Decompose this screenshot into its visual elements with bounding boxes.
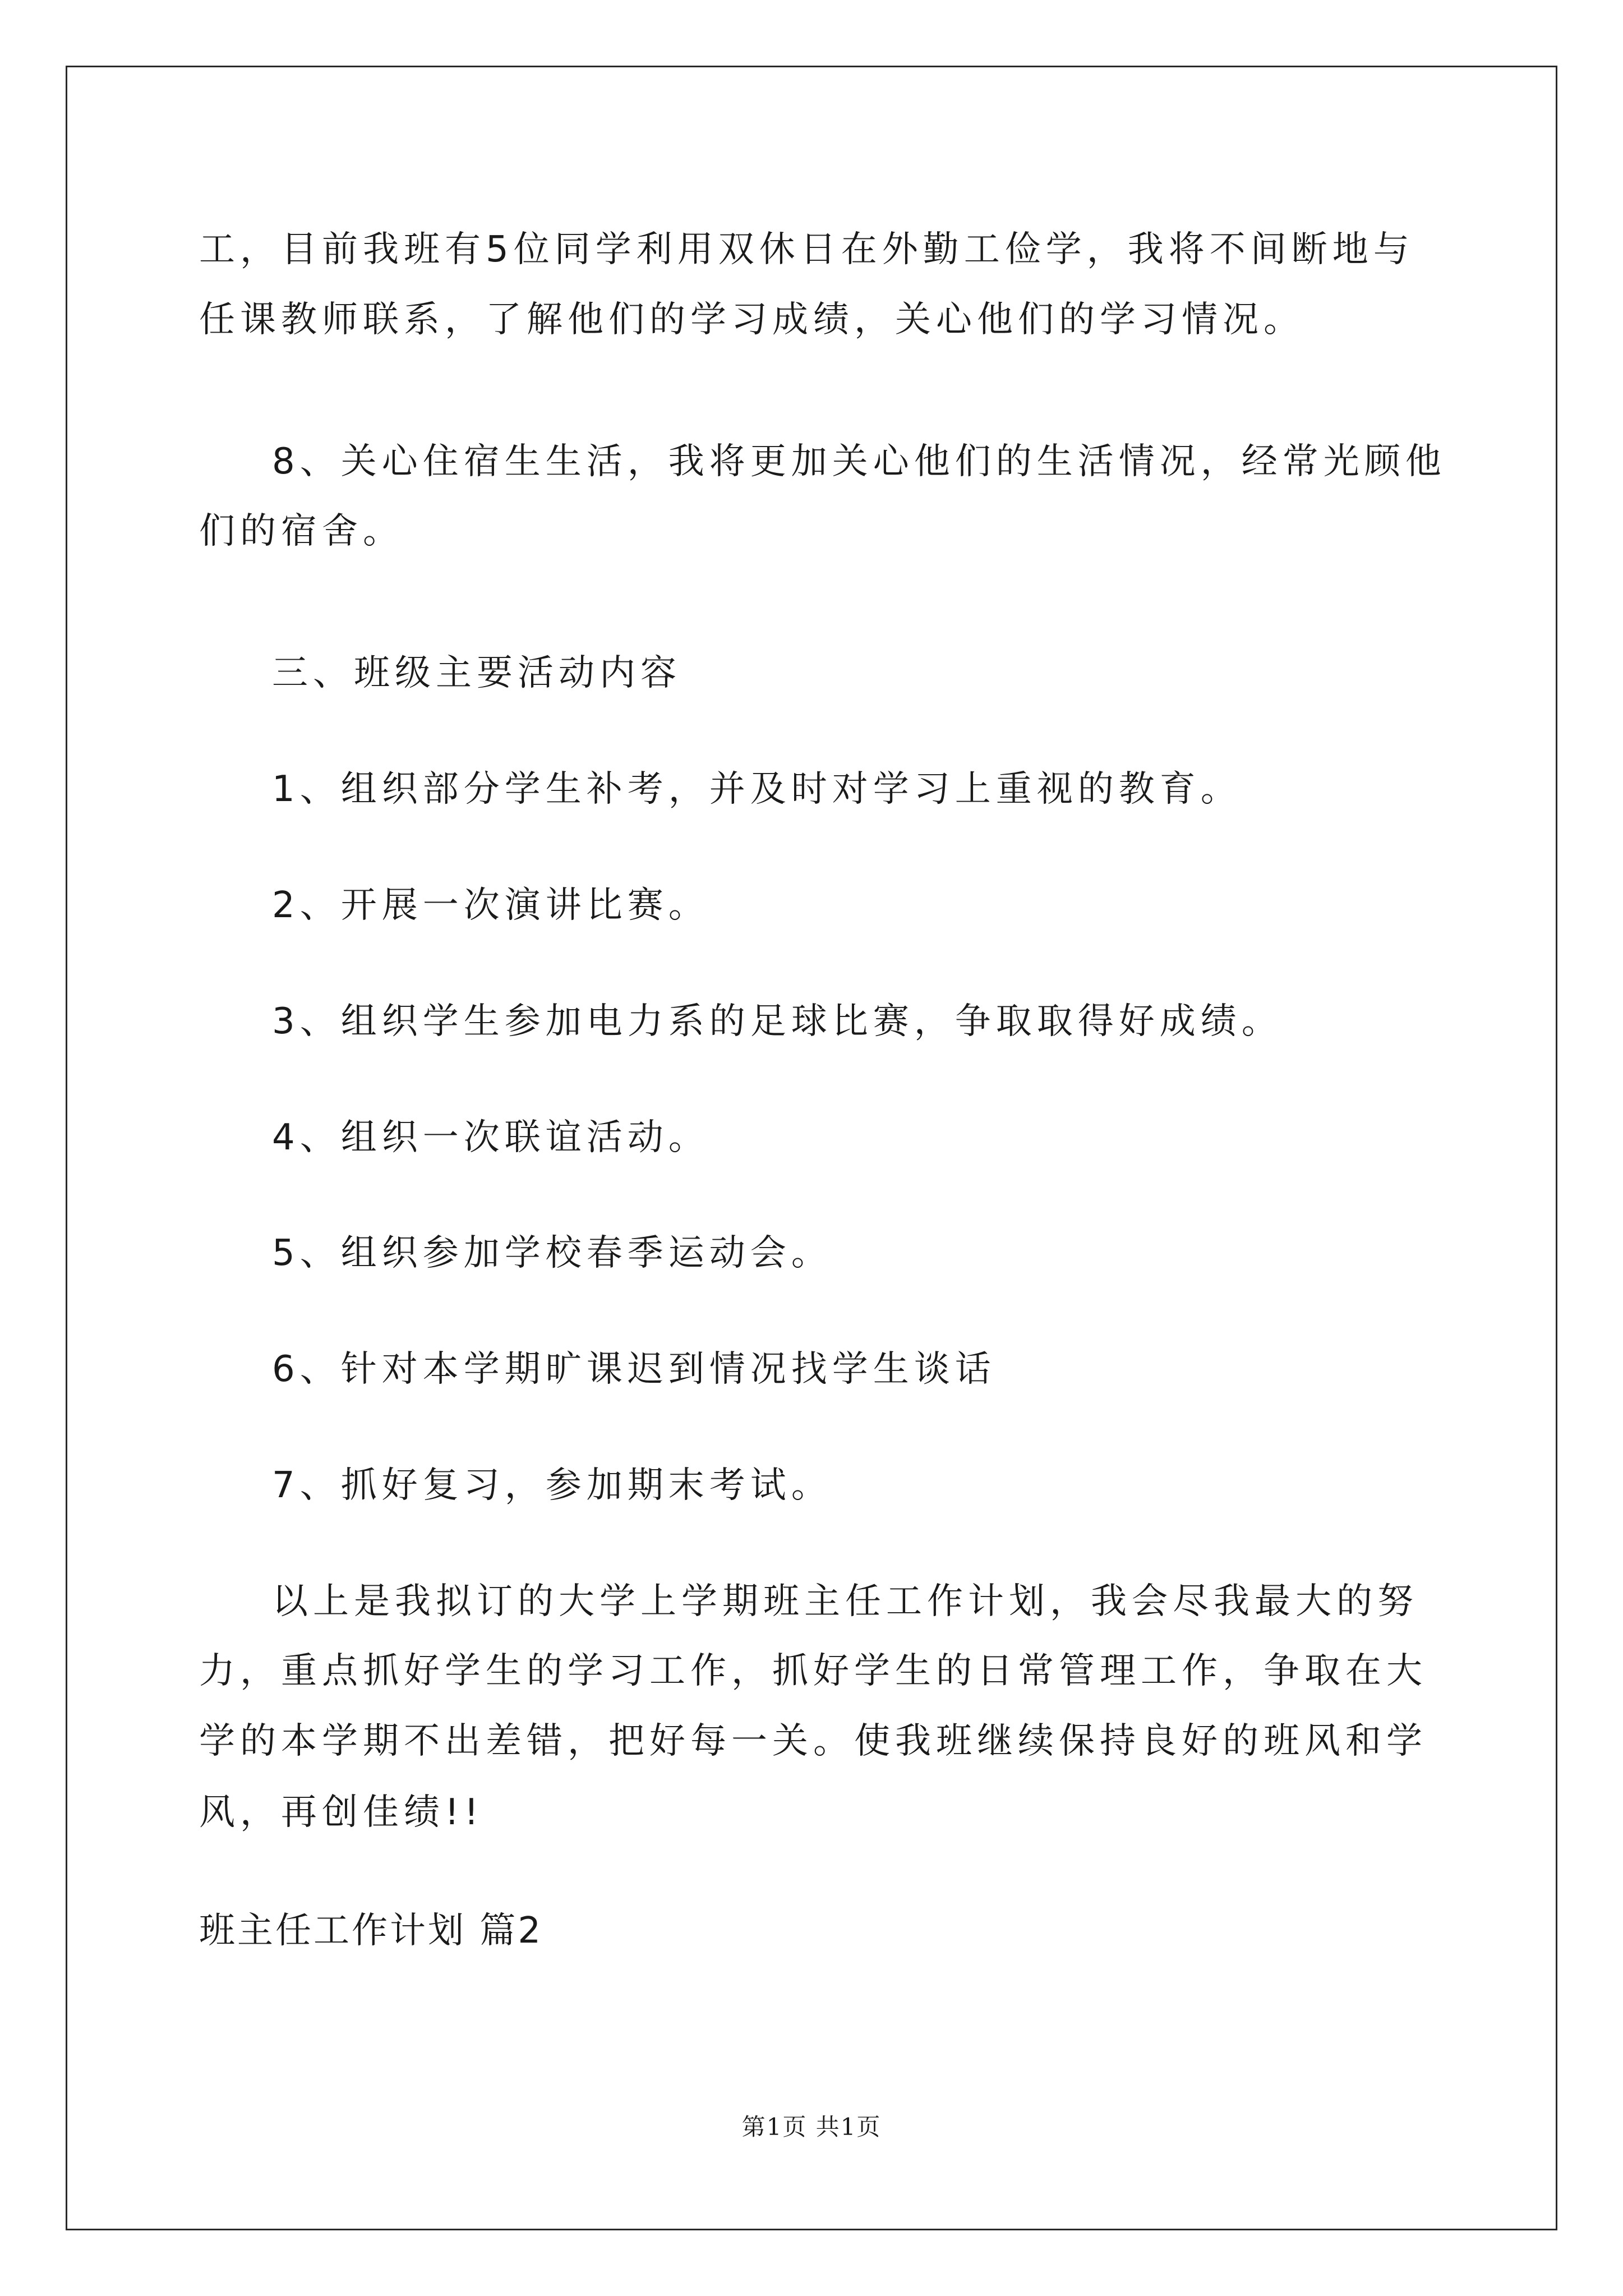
section-heading: 三、班级主要活动内容 xyxy=(272,652,681,694)
body-text-line: 力，重点抓好学生的学习工作，抓好学生的日常管理工作，争取在大 xyxy=(199,1650,1427,1692)
body-text-line: 8、关心住宿生生活，我将更加关心他们的生活情况，经常光顾他 xyxy=(272,441,1446,482)
body-text-line: 学的本学期不出差错，把好每一关。使我班继续保持良好的班风和学 xyxy=(199,1720,1427,1762)
body-text-line: 们的宿舍。 xyxy=(199,510,404,552)
section-title: 班主任工作计划 篇2 xyxy=(199,1910,543,1952)
list-item: 5、组织参加学校春季运动会。 xyxy=(272,1232,832,1274)
body-text-line: 以上是我拟订的大学上学期班主任工作计划，我会尽我最大的努 xyxy=(272,1581,1418,1622)
list-item: 1、组织部分学生补考，并及时对学习上重视的教育。 xyxy=(272,769,1242,810)
list-item: 2、开展一次演讲比赛。 xyxy=(272,885,709,926)
body-text-line: 任课教师联系，了解他们的学习成绩，关心他们的学习情况。 xyxy=(199,299,1304,341)
list-item: 3、组织学生参加电力系的足球比赛，争取取得好成绩。 xyxy=(272,1001,1283,1042)
list-item: 4、组织一次联谊活动。 xyxy=(272,1117,709,1158)
page-footer: 第1页 共1页 xyxy=(741,2113,882,2141)
body-text-line: 风，再创佳绩!! xyxy=(199,1792,484,1833)
list-item: 6、针对本学期旷课迟到情况找学生谈话 xyxy=(272,1349,996,1390)
list-item: 7、抓好复习，参加期末考试。 xyxy=(272,1465,832,1506)
body-text-line: 工，目前我班有5位同学利用双休日在外勤工俭学，我将不间断地与 xyxy=(199,229,1414,270)
